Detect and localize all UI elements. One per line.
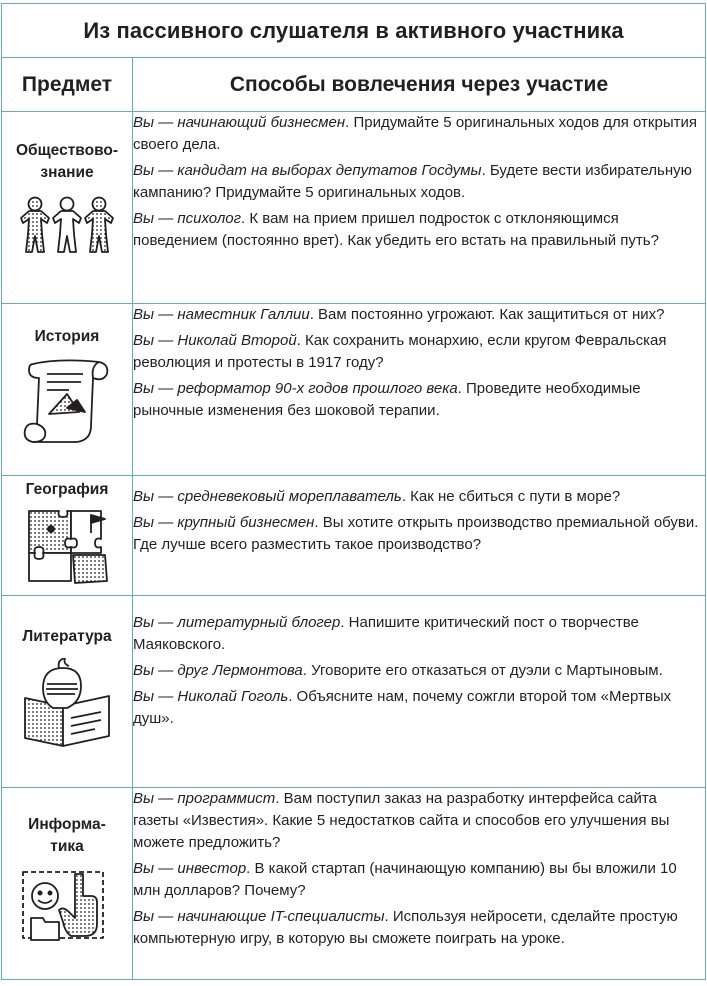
task-text: . Уговорите его отказаться от дуэли с Мартыновым.: [302, 662, 663, 679]
subject-cell: [2, 112, 133, 304]
role-text: Вы — литературный блогер: [133, 614, 341, 631]
role-text: Вы — реформатор 90-х годов прошлого века: [133, 380, 458, 397]
task-text: . Объясните нам, почему сожгли второй том «Мертвых душ».: [133, 688, 672, 727]
subject-name-line: знание: [40, 164, 94, 181]
task-text: . Как не сбиться с пути в море?: [401, 488, 621, 505]
methods-cell: [133, 596, 706, 788]
list-item: [133, 304, 705, 326]
subject-cell: [2, 788, 133, 980]
subject-name-line: История: [34, 328, 100, 345]
role-text: Вы — начинающие IT-специалисты: [133, 908, 385, 925]
methods-cell: [133, 304, 706, 476]
knight-helmet-book-icon: [19, 658, 115, 748]
task-text: . Вам постоянно угрожают. Как защититься от них?: [309, 306, 665, 323]
subject-cell: [2, 476, 133, 596]
list-item: [133, 112, 705, 156]
role-text: Вы — Николай Гоголь: [133, 688, 289, 705]
header-subject: Предмет: [2, 58, 133, 112]
table-title: Из пассивного слушателя в активного участника: [2, 4, 706, 58]
engagement-table: [1, 3, 706, 980]
methods-cell: [133, 112, 706, 304]
role-text: Вы — Николай Второй: [133, 332, 297, 349]
subject-cell: [2, 596, 133, 788]
list-item: [133, 858, 705, 902]
header-methods: Способы вовлечения через участие: [133, 58, 706, 112]
subject-name-line: тика: [50, 838, 84, 855]
computer-smiley-icon: [19, 866, 115, 946]
subject-name-line: География: [25, 481, 109, 498]
list-item: [133, 612, 705, 656]
methods-cell: [133, 476, 706, 596]
role-text: Вы — кандидат на выборах депутатов Госдумы: [133, 162, 482, 179]
task-text: . В какой стартап (начинающую компанию) вы бы вложили 10 млн долларов? Почему?: [133, 860, 677, 899]
role-text: Вы — крупный бизнесмен: [133, 514, 315, 531]
subject-name-line: Информа-: [28, 816, 106, 833]
task-text: . Как сохранить монархию, если кругом Февральская революция и протесты в 1917 году?: [133, 332, 667, 371]
task-text: . Придумайте 5 оригинальных ходов для открытия своего дела.: [133, 114, 697, 153]
task-text: . Проведите необходимые рыночные изменения без шоковой терапии.: [133, 380, 641, 419]
list-item: [133, 378, 705, 422]
task-text: . К вам на прием пришел подросток с отклоняющимся поведением (постоянно врет). Как убедить его встать на правильный путь?: [133, 210, 659, 249]
list-item: [133, 660, 705, 682]
role-text: Вы — наместник Галлии: [133, 306, 310, 323]
list-item: [133, 906, 705, 950]
list-item: [133, 330, 705, 374]
task-text: . Напишите критический пост о творчестве Маяковского.: [133, 614, 639, 653]
list-item: [133, 512, 705, 556]
methods-cell: [133, 788, 706, 980]
role-text: Вы — друг Лермонтова: [133, 662, 303, 679]
subject-cell: [2, 304, 133, 476]
list-item: [133, 788, 705, 854]
list-item: [133, 160, 705, 204]
task-text: . Будете вести избирательную кампанию? Придумайте 5 оригинальных ходов.: [133, 162, 692, 201]
role-text: Вы — инвестор: [133, 860, 247, 877]
list-item: [133, 486, 705, 508]
role-text: Вы — психолог: [133, 210, 242, 227]
task-text: . Вам поступил заказ на разработку интерфейса сайта газеты «Известия». Какие 5 недостатков сайта и способов его улучшения вы можете предложить?: [133, 790, 670, 851]
list-item: [133, 208, 705, 252]
role-text: Вы — начинающий бизнесмен: [133, 114, 346, 131]
subject-name-line: Обществово-: [15, 142, 119, 159]
paper-people-chain-icon: [17, 192, 117, 258]
role-text: Вы — средневековый мореплаватель: [133, 488, 402, 505]
puzzle-map-icon: [21, 503, 113, 585]
list-item: [133, 686, 705, 730]
task-text: . Вы хотите открыть производство премиальной обуви. Где лучше всего разместить такое производство?: [133, 514, 699, 553]
subject-name-line: Литература: [22, 628, 112, 645]
task-text: . Используя нейросети, сделайте простую компьютерную игру, в которую вы сможете поиграть на уроке.: [133, 908, 678, 947]
scroll-icon: [19, 356, 115, 448]
role-text: Вы — программист: [133, 790, 276, 807]
